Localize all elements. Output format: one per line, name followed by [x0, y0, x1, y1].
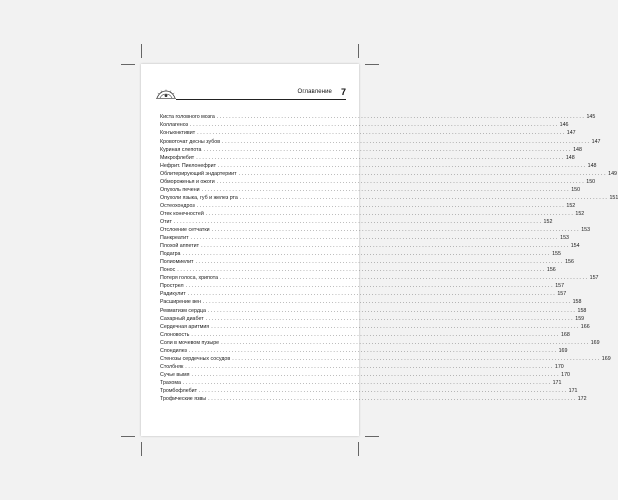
toc-entry-title: Конъюнктивит	[160, 130, 196, 137]
dot-leader: ........................................................................................................................	[201, 186, 571, 193]
toc-entry-page: 148	[565, 154, 575, 161]
crop-mark	[121, 436, 135, 437]
toc-entry	[160, 129, 576, 137]
toc-entry-title: Расширение вен	[160, 299, 201, 306]
dot-leader: ........................................................................................................................	[196, 202, 566, 209]
toc-entry	[160, 162, 597, 170]
toc-entry	[160, 170, 617, 178]
dot-leader: ........................................................................................................................	[199, 387, 568, 394]
toc-entry-page: 149	[608, 170, 617, 177]
dot-leader: ........................................................................................................................	[238, 170, 608, 177]
toc-entry	[160, 138, 601, 146]
dot-leader: ........................................................................................................................	[208, 396, 577, 403]
toc-entry	[160, 186, 581, 194]
toc-entry-title: Тромбофлебит	[160, 387, 198, 394]
toc-entry-title: Микрофлебит	[160, 154, 195, 161]
dot-leader: ........................................................................................................................	[203, 146, 573, 153]
dot-leader: ........................................................................................................................	[205, 315, 575, 322]
toc-entry-title: Отек конечностей	[160, 210, 204, 217]
dot-leader: ........................................................................................................................	[191, 331, 560, 338]
crop-mark	[121, 64, 135, 65]
dot-leader: ........................................................................................................................	[207, 307, 577, 314]
toc-entry-page: 170	[554, 363, 564, 370]
toc-entry-title: Плохой аппетит	[160, 243, 200, 250]
toc-entry-page: 157	[589, 275, 599, 282]
dot-leader: ........................................................................................................................	[197, 130, 566, 137]
dot-leader: ........................................................................................................................	[196, 154, 565, 161]
crop-mark	[358, 442, 359, 456]
toc-entry-page: 150	[586, 178, 596, 185]
toc-entry	[160, 194, 618, 202]
toc-entry	[160, 387, 578, 395]
toc-entry	[160, 339, 600, 347]
crop-mark	[365, 64, 379, 65]
toc-entry-title: Радикулит	[160, 291, 186, 298]
toc-entry	[160, 250, 561, 258]
toc-entry-page: 145	[586, 114, 596, 121]
toc-entry-page: 169	[601, 355, 611, 362]
toc-entry-page: 157	[555, 283, 565, 290]
dot-leader: ........................................................................................................................	[182, 251, 552, 258]
dot-leader: ........................................................................................................................	[187, 291, 557, 298]
toc-entry-title: Понос	[160, 267, 176, 274]
toc-entry-title: Сучье вымя	[160, 371, 190, 378]
dot-leader: ........................................................................................................................	[220, 275, 589, 282]
toc-entry-title: Потеря голоса, хрипота	[160, 275, 219, 282]
toc-entry	[160, 113, 596, 121]
table-of-contents	[160, 113, 618, 403]
dot-leader: ........................................................................................................................	[216, 178, 586, 185]
toc-entry-page: 171	[568, 387, 578, 394]
toc-entry-title: Спондилез	[160, 347, 187, 354]
dot-leader: ........................................................................................................................	[177, 267, 546, 274]
toc-entry-title: Полиомиелит	[160, 259, 194, 266]
toc-entry-page: 158	[572, 299, 582, 306]
toc-entry-page: 156	[546, 267, 556, 274]
toc-entry-title: Нефрит. Пиелонефрит	[160, 162, 217, 169]
toc-entry-title: Ревматизм сердца	[160, 307, 206, 314]
dot-leader: ........................................................................................................................	[202, 299, 572, 306]
dot-leader: ........................................................................................................................	[173, 219, 543, 225]
toc-entry-page: 151	[609, 194, 618, 201]
toc-entry-title: Опухоль печени	[160, 186, 200, 193]
toc-entry-page: 152	[543, 219, 553, 225]
toc-entry-title: Облитерирующий эндартериит	[160, 170, 237, 177]
toc-entry	[160, 379, 562, 387]
toc-entry-title: Кровоточат десны зубов	[160, 138, 221, 145]
dot-leader: ........................................................................................................................	[201, 243, 570, 250]
dot-leader: ........................................................................................................................	[185, 283, 555, 290]
toc-entry-page: 155	[552, 251, 561, 258]
dot-leader: ........................................................................................................................	[190, 235, 560, 242]
page-header	[156, 88, 346, 100]
toc-entry	[160, 178, 596, 186]
toc-entry-page: 154	[570, 243, 580, 250]
crop-mark	[358, 44, 359, 58]
toc-entry-page: 172	[577, 396, 587, 403]
toc-entry-page: 171	[552, 379, 562, 386]
toc-entry	[160, 323, 590, 331]
toc-entry	[160, 210, 585, 218]
toc-entry	[160, 154, 575, 162]
running-title: Оглавление	[297, 89, 332, 95]
toc-entry-page: 150	[571, 186, 581, 193]
dot-leader: ........................................................................................................................	[195, 259, 565, 266]
toc-entry	[160, 274, 599, 282]
header-rule	[176, 99, 346, 100]
toc-entry	[160, 363, 564, 371]
toc-entry	[160, 282, 565, 290]
toc-entry	[160, 290, 567, 298]
dot-leader: ........................................................................................................................	[211, 227, 581, 234]
toc-entry-title: Обмороженья и ожоги	[160, 178, 215, 185]
dot-leader: ........................................................................................................................	[232, 355, 601, 362]
toc-entry	[160, 218, 553, 226]
toc-entry	[160, 355, 611, 363]
toc-entry-page: 169	[590, 339, 600, 346]
toc-entry-title: Коллагеноз	[160, 122, 189, 129]
toc-entry-page: 148	[573, 146, 582, 153]
toc-entry	[160, 234, 569, 242]
toc-entry-title: Куриная слепота	[160, 146, 202, 153]
toc-entry	[160, 226, 591, 234]
toc-entry-title: Панкреатит	[160, 235, 189, 242]
dot-leader: ........................................................................................................................	[216, 114, 586, 121]
toc-entry-page: 159	[575, 315, 585, 322]
crop-mark	[141, 44, 142, 58]
toc-entry-title: Слоновость	[160, 331, 190, 338]
toc-entry	[160, 315, 585, 323]
toc-entry-title: Опухоли языка, губ и желез рта	[160, 194, 238, 201]
dot-leader: ........................................................................................................................	[185, 363, 554, 370]
toc-entry-title: Трофические язвы	[160, 396, 207, 403]
toc-entry	[160, 146, 582, 154]
dot-leader: ........................................................................................................................	[191, 371, 561, 378]
toc-entry-page: 153	[581, 227, 591, 234]
toc-entry-page: 148	[587, 162, 597, 169]
toc-entry	[160, 266, 556, 274]
toc-entry-title: Столбняк	[160, 363, 184, 370]
toc-entry	[160, 395, 587, 403]
toc-entry-title: Трахома	[160, 379, 181, 386]
dot-leader: ........................................................................................................................	[221, 339, 590, 346]
toc-entry	[160, 298, 582, 306]
toc-entry	[160, 307, 587, 315]
toc-entry-page: 168	[560, 331, 570, 338]
dot-leader: ........................................................................................................................	[182, 379, 552, 386]
toc-entry-title: Отит	[160, 219, 172, 225]
toc-entry-page: 157	[557, 291, 567, 298]
toc-entry	[160, 331, 570, 339]
toc-entry-page: 170	[561, 371, 570, 378]
toc-entry-page: 146	[559, 122, 569, 129]
toc-entry-title: Сахарный диабет	[160, 315, 204, 322]
toc-entry-page: 152	[575, 210, 585, 217]
toc-entry-title: Отслоение сетчатки	[160, 227, 210, 234]
dot-leader: ........................................................................................................................	[239, 194, 609, 201]
dot-leader: ........................................................................................................................	[211, 323, 580, 330]
toc-entry	[160, 347, 568, 355]
toc-entry	[160, 258, 574, 266]
dot-leader: ........................................................................................................................	[218, 162, 587, 169]
toc-entry-title: Стенозы сердечных сосудов	[160, 355, 231, 362]
toc-entry-page: 156	[565, 259, 574, 266]
toc-entry-page: 169	[558, 347, 568, 354]
toc-entry-title: Прострел	[160, 283, 184, 290]
toc-entry	[160, 242, 580, 250]
dot-leader: ........................................................................................................................	[222, 138, 591, 145]
toc-entry-title: Киста головного мозга	[160, 114, 215, 121]
toc-entry-page: 153	[560, 235, 569, 242]
dot-leader: ........................................................................................................................	[205, 210, 575, 217]
page-number: 7	[340, 87, 346, 97]
toc-entry-title: Соли в мочевом пузыре	[160, 339, 220, 346]
dot-leader: ........................................................................................................................	[188, 347, 558, 354]
toc-entry	[160, 371, 570, 379]
toc-entry	[160, 202, 576, 210]
toc-entry-page: 152	[566, 202, 576, 209]
toc-entry-title: Сердечная аритмия	[160, 323, 210, 330]
crop-mark	[365, 436, 379, 437]
toc-entry	[160, 121, 569, 129]
dot-leader: ........................................................................................................................	[190, 122, 559, 129]
toc-entry-page: 147	[591, 138, 601, 145]
toc-entry-page: 166	[580, 323, 590, 330]
crop-mark	[141, 442, 142, 456]
toc-entry-title: Подагра	[160, 251, 181, 258]
toc-entry-page: 158	[577, 307, 587, 314]
toc-entry-title: Остеохондроз	[160, 202, 195, 209]
toc-entry-page: 147	[566, 130, 576, 137]
